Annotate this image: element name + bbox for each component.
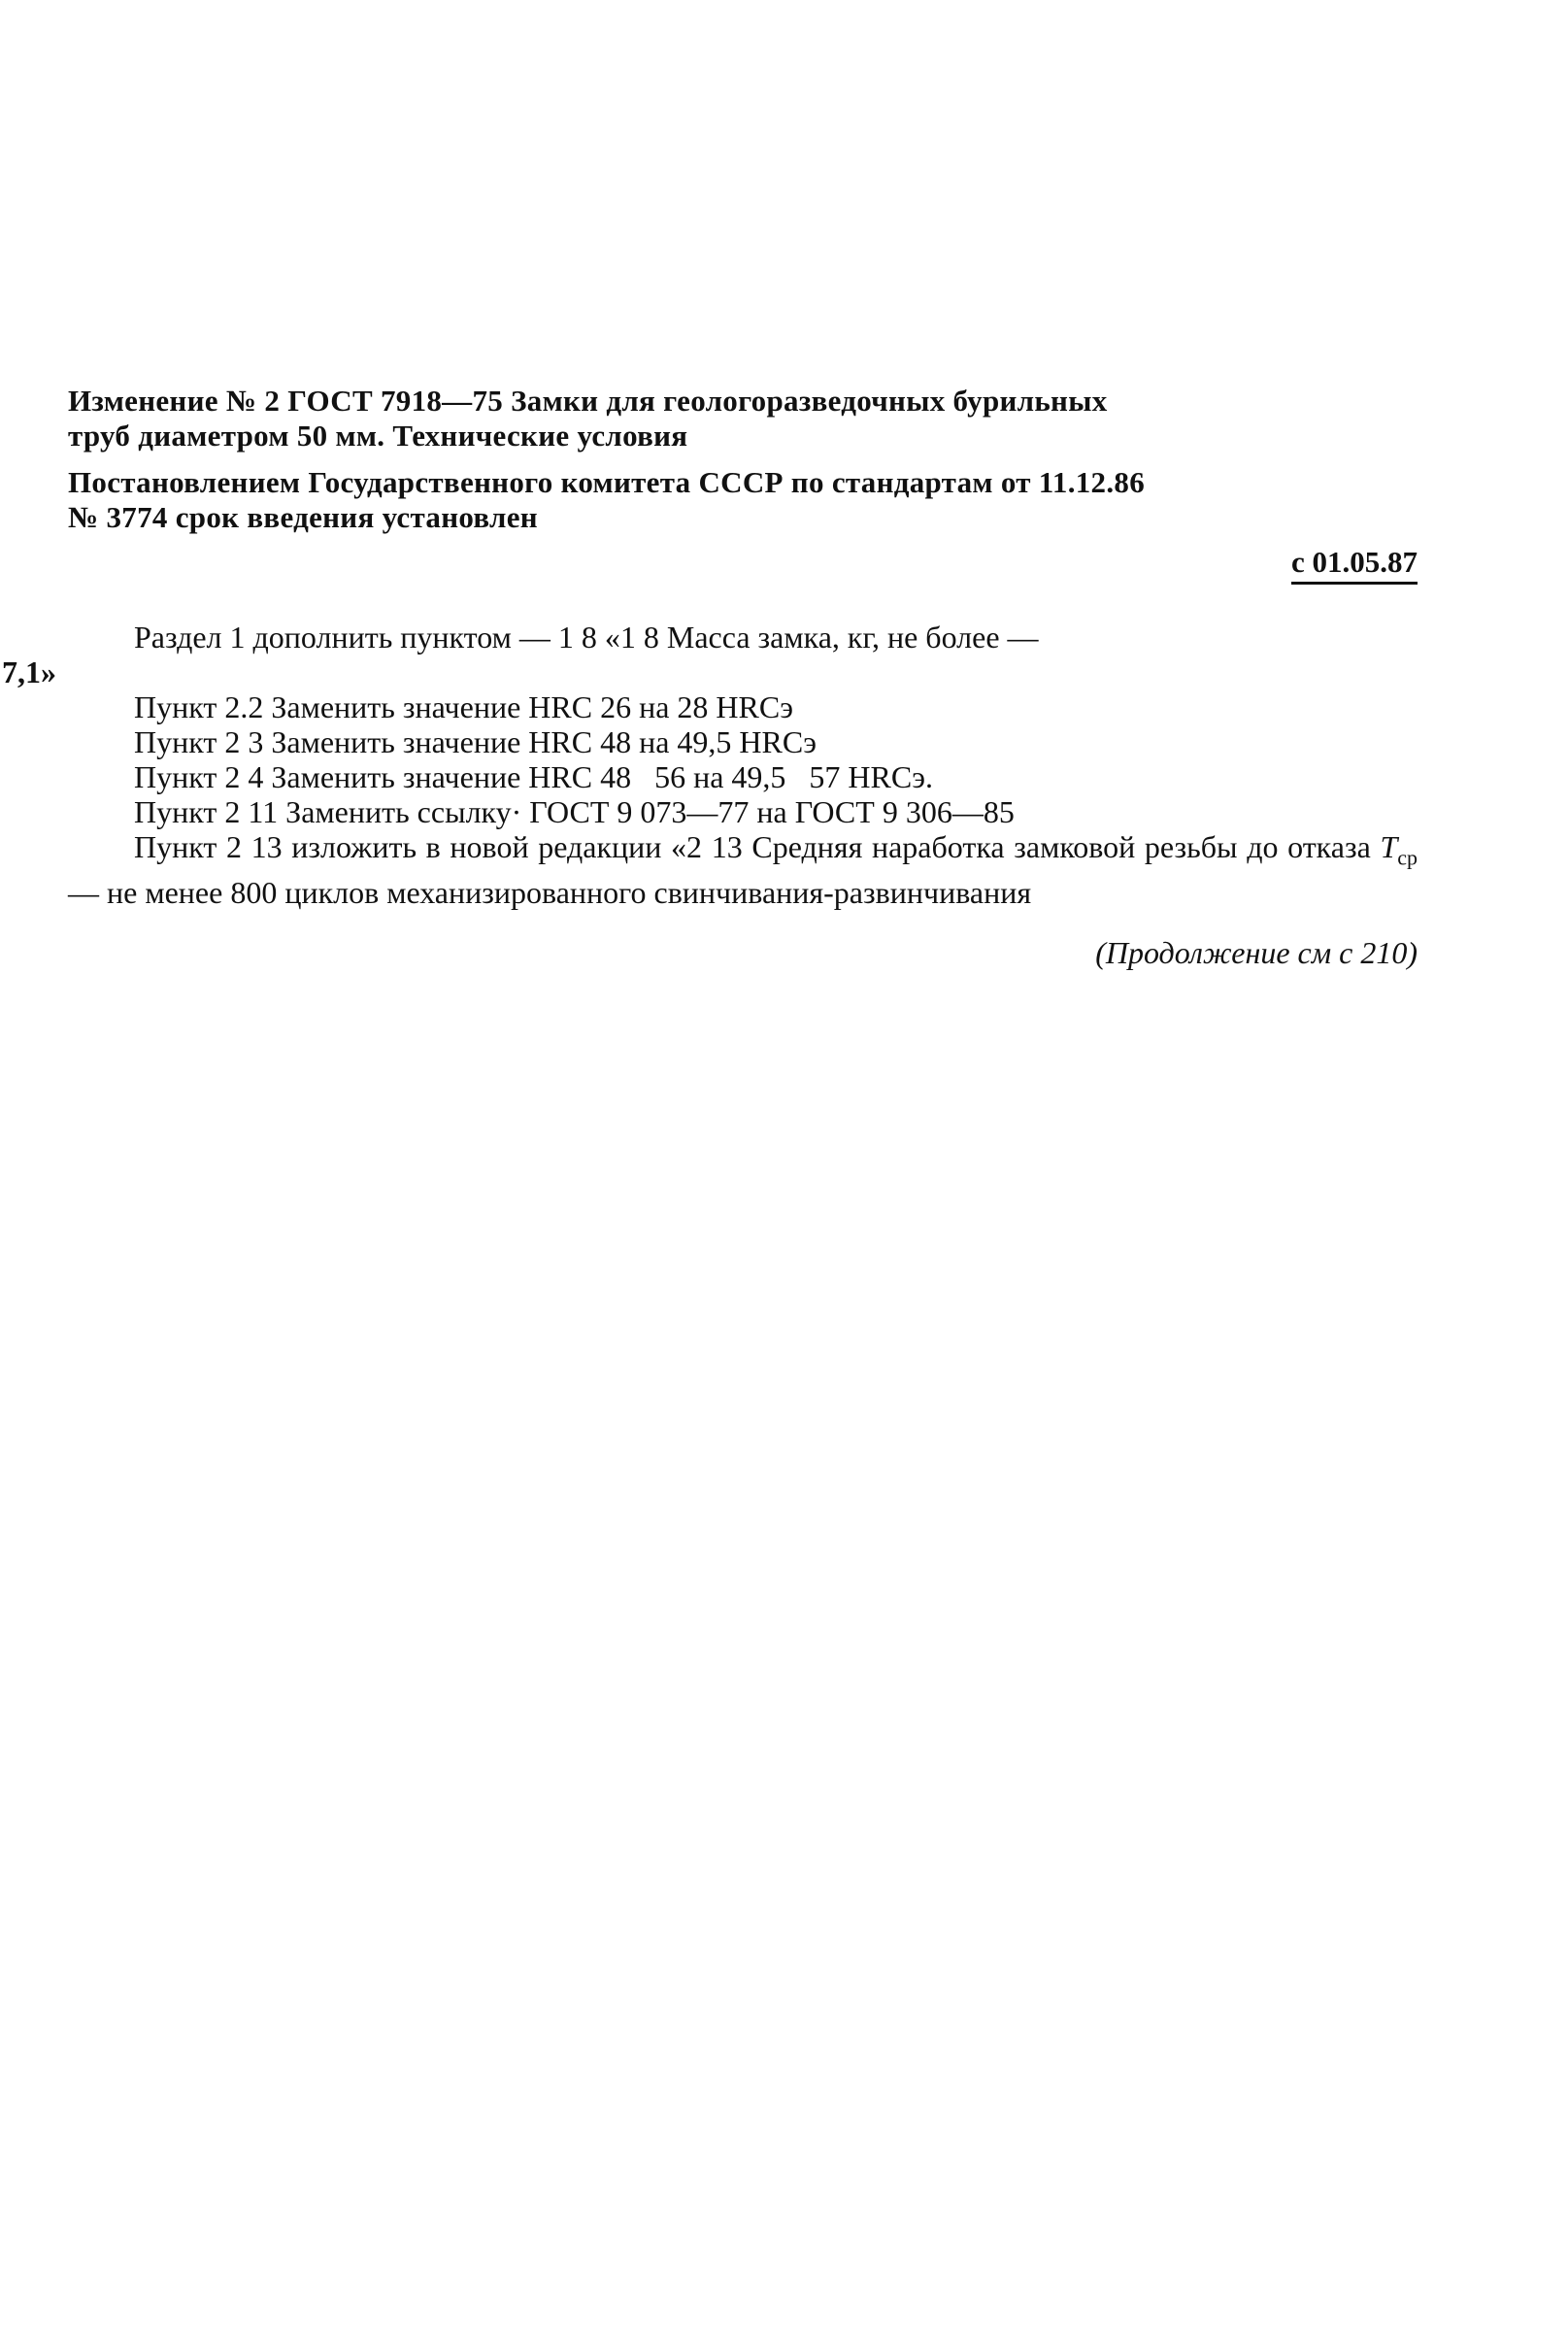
paragraph-text: Раздел 1 дополнить пунктом — 1 8 «1 8 Масса замка, кг, не более — (134, 620, 1039, 655)
paragraph-item-2-4: Пункт 2 4 Заменить значение HRC 48 56 на 49,5 57 HRCэ. (134, 759, 933, 794)
decree-line-2: № 3774 срок введения установлен (68, 500, 538, 534)
paragraph-text-after: — не менее 800 циклов механизированного свинчивания-развинчивания (68, 875, 1032, 911)
amendment-body (2, 620, 1418, 911)
paragraph-item-2-11: Пункт 2 11 Заменить ссылку· ГОСТ 9 073—77 на ГОСТ 9 306—85 (134, 794, 1015, 829)
effective-date-row (68, 545, 1418, 585)
symbol-t: T (1380, 829, 1398, 864)
paragraph-item-2-3: Пункт 2 3 Заменить значение HRC 48 на 49,5 HRCэ (134, 724, 817, 759)
title-line-2: труб диаметром 50 мм. Технические условия (68, 419, 688, 453)
paragraph-section-1 (2, 620, 1418, 689)
decree-line-1: Постановлением Государственного комитета СССР по стандартам от 11.12.86 (68, 465, 1145, 499)
title-line-1: Изменение № 2 ГОСТ 7918—75 Замки для геологоразведочных бурильных (68, 384, 1108, 418)
document-page (2, 384, 1418, 971)
continuation-note: (Продолжение см с 210) (1095, 935, 1418, 971)
paragraph-item-2-2: Пункт 2.2 Заменить значение HRC 26 на 28 HRCэ (134, 689, 793, 724)
paragraph-text-before: Пункт 2 13 изложить в новой редакции «2 13 Средняя наработка замковой резьбы до отказа (134, 829, 1381, 864)
symbol-subscript: ср (1397, 845, 1418, 870)
paragraph-item-2-13 (68, 829, 1418, 910)
effective-date: с 01.05.87 (1291, 545, 1418, 585)
decree-block (68, 465, 1418, 535)
amendment-title (68, 384, 1418, 453)
paragraph-tail: 7,1» (2, 655, 56, 689)
